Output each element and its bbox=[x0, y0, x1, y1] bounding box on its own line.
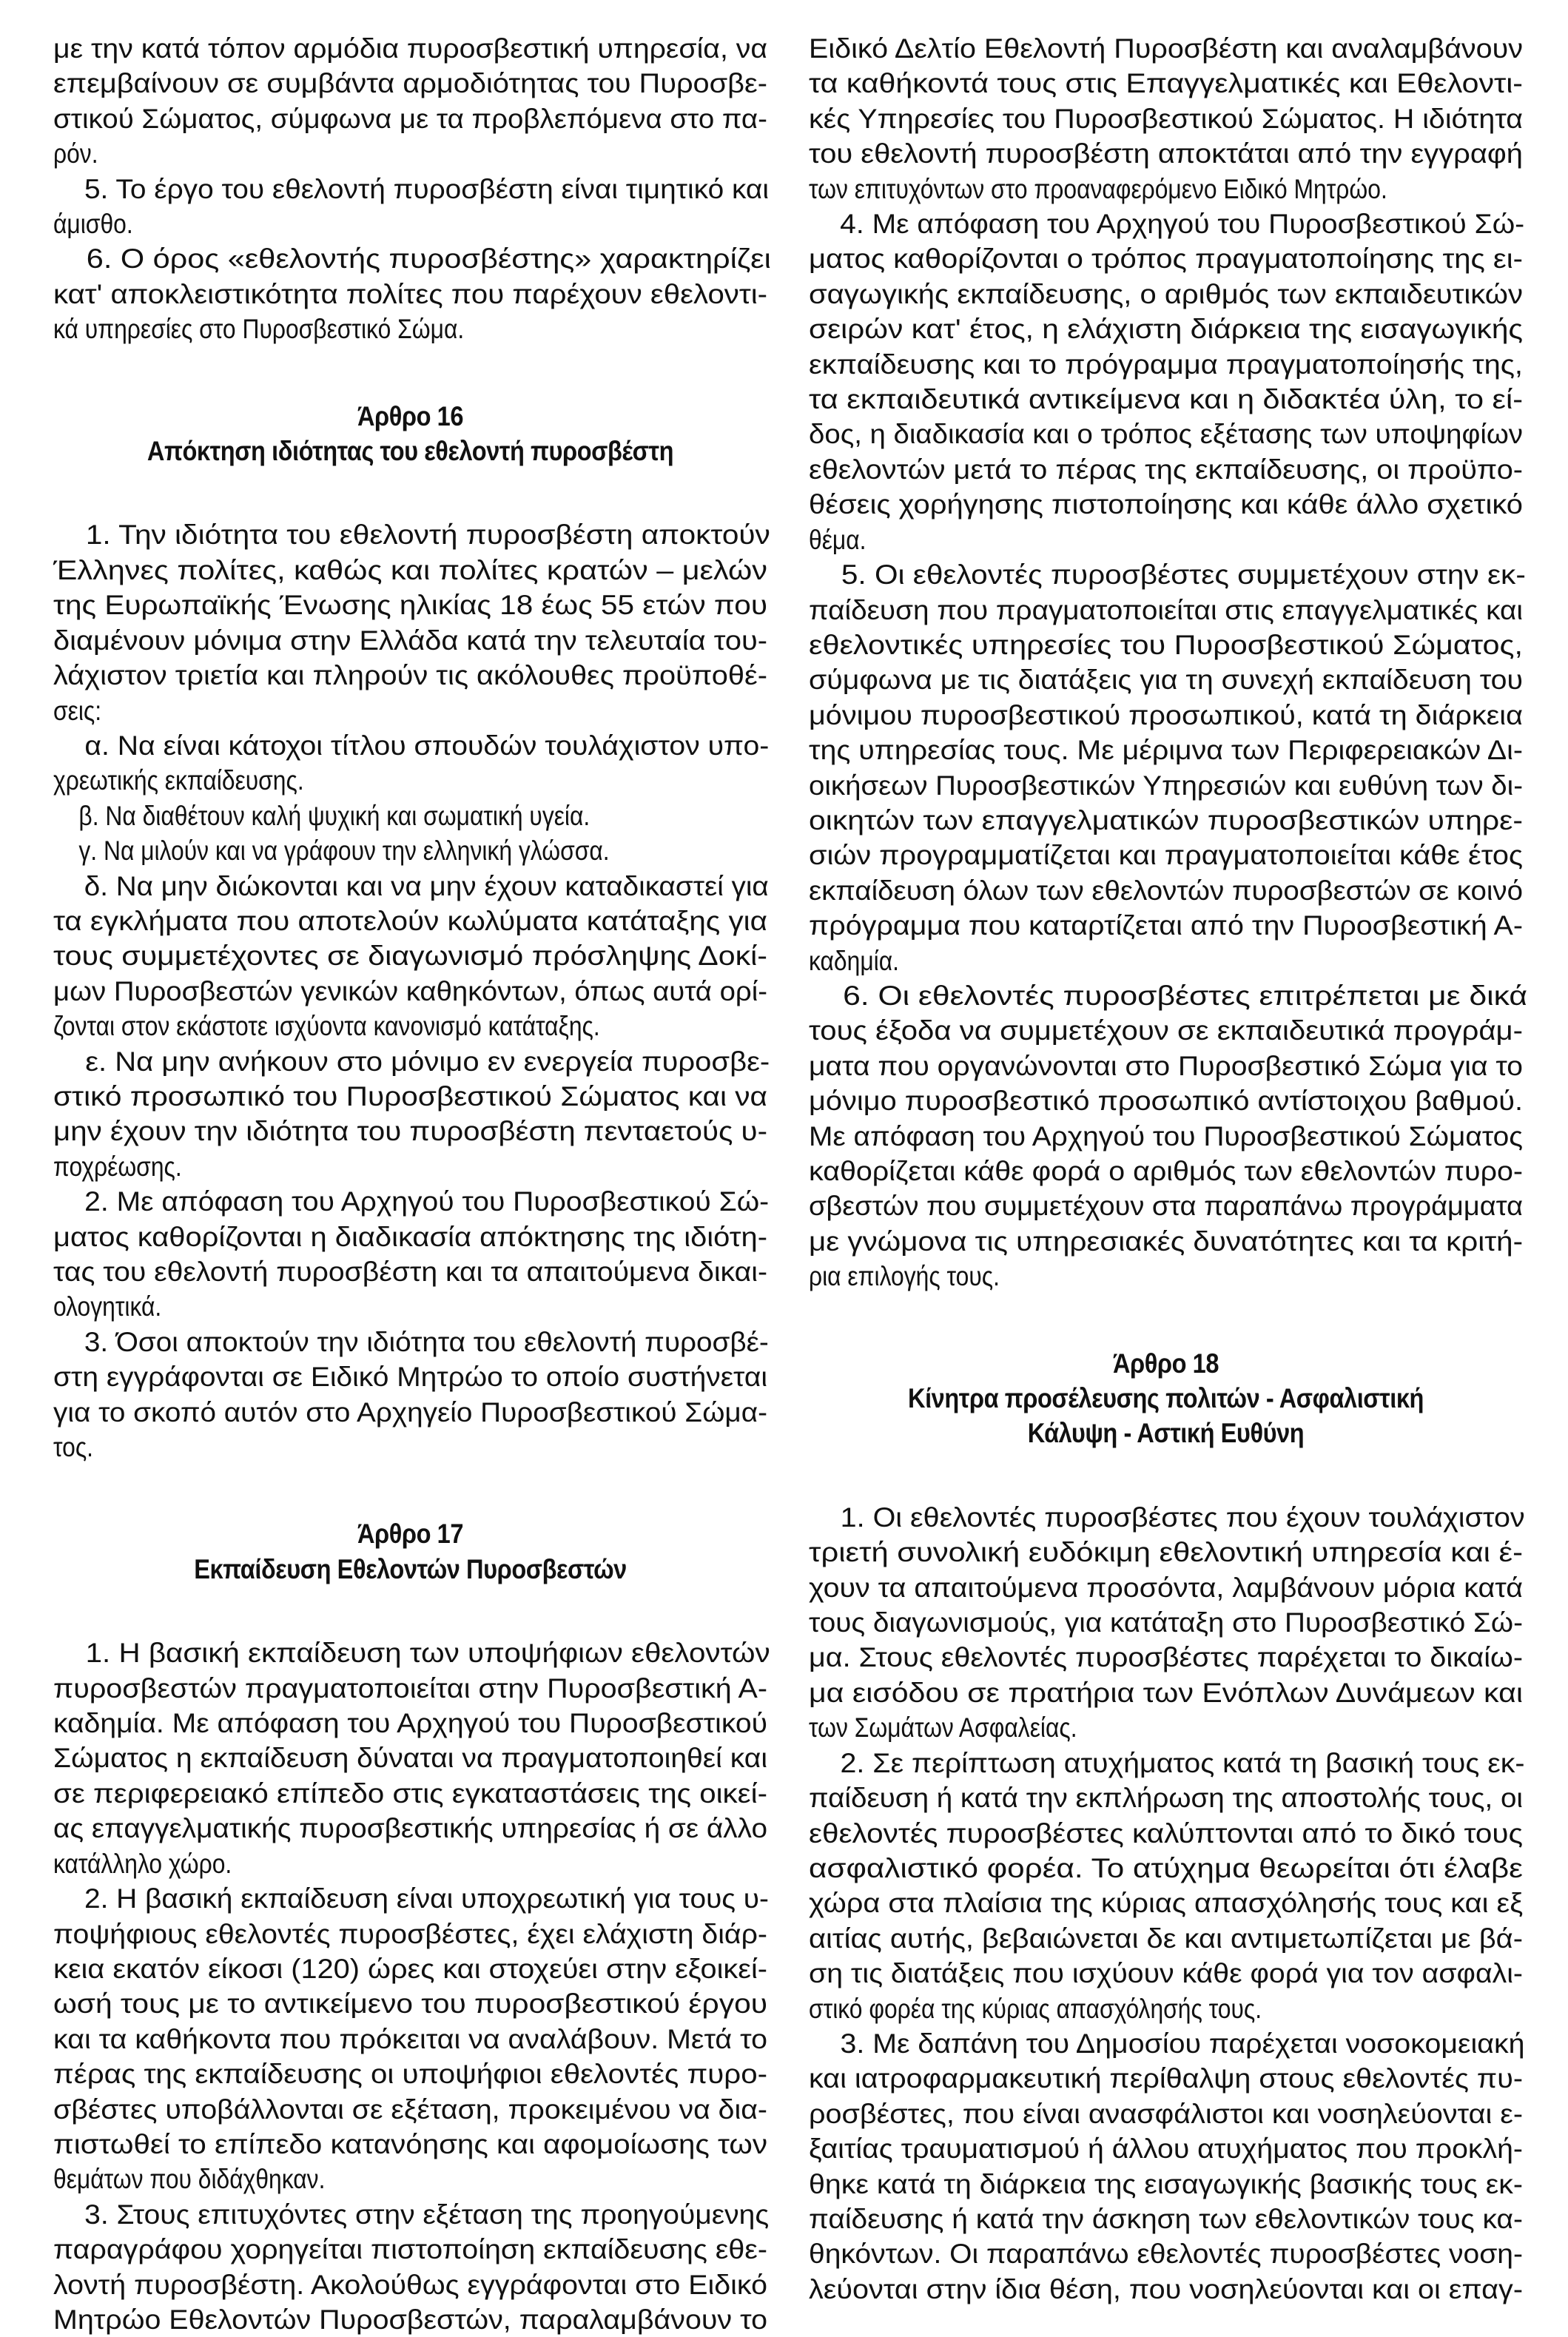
paragraph bbox=[809, 206, 1523, 557]
text-line: διαμένουν μόνιμα στην Ελλάδα κατά την τελευταία του- bbox=[53, 625, 767, 656]
paragraph bbox=[53, 1881, 767, 2197]
paragraph bbox=[809, 2026, 1523, 2307]
text-line: 6. Ο όρος «εθελοντής πυροσβέστης» χαρακτηρίζει bbox=[86, 243, 771, 275]
text-line: στικό φορέα της κύριας απασχόλησής τους. bbox=[809, 1993, 1262, 2024]
text-line: ματα που οργανώνονται στο Πυροσβεστικό Σώμα για το bbox=[809, 1050, 1523, 1081]
text-line: κά υπηρεσίες στο Πυροσβεστικό Σώμα. bbox=[53, 314, 465, 345]
text-line: 2. Με απόφαση του Αρχηγού του Πυροσβεστικού Σώ- bbox=[84, 1186, 770, 1217]
text-line: χρεωτικής εκπαίδευσης. bbox=[53, 765, 304, 796]
text-line: σε περιφερειακό επίπεδο στις εγκαταστάσεις της οικεί- bbox=[53, 1778, 767, 1809]
article-title: Εκπαίδευση Εθελοντών Πυροσβεστών bbox=[194, 1553, 627, 1584]
text-line: κατ' αποκλειστικότητα πολίτες που παρέχουν εθελοντι- bbox=[53, 278, 767, 309]
text-line: μα εισόδου σε πρατήρια των Ενόπλων Δυνάμεων και bbox=[809, 1677, 1523, 1708]
paragraph bbox=[809, 31, 1523, 206]
text-line: λάχιστον τριετία και πληρούν τις ακόλουθες προϋποθέ- bbox=[53, 660, 767, 691]
text-line: Έλληνες πολίτες, καθώς και πολίτες κρατών – μελών bbox=[53, 554, 767, 585]
text-line: και ιατροφαρμακευτική περίθαλψη στους εθελοντές πυ- bbox=[809, 2063, 1523, 2094]
text-line: σειρών κατ' έτος, η ελάχιστη διάρκεια της εισαγωγικής bbox=[809, 314, 1523, 345]
text-line: Μητρώο Εθελοντών Πυροσβεστών, παραλαμβάνουν το bbox=[53, 2304, 767, 2335]
text-line: πρόγραμμα που καταρτίζεται από την Πυροσβεστική Α- bbox=[809, 910, 1523, 941]
text-line: σβεστών που συμμετέχουν στα παραπάνω προγράμματα bbox=[809, 1191, 1523, 1222]
text-line: ας επαγγελματικής πυροσβεστικής υπηρεσίας ή σε άλλο bbox=[53, 1813, 767, 1844]
paragraph bbox=[53, 31, 767, 172]
text-line: τους έξοδα να συμμετέχουν σε εκπαιδευτικά προγράμ- bbox=[809, 1015, 1523, 1046]
article-number: Άρθρο 16 bbox=[357, 400, 464, 431]
text-line: καθορίζεται κάθε φορά ο αριθμός των εθελοντών πυρο- bbox=[809, 1156, 1523, 1186]
text-line: 3. Με δαπάνη του Δημοσίου παρέχεται νοσοκομειακή bbox=[840, 2028, 1525, 2059]
text-line: 1. Οι εθελοντές πυροσβέστες που έχουν τουλάχιστον bbox=[840, 1502, 1525, 1533]
text-line: τους συμμετέχοντες σε διαγωνισμό πρόσληψης Δοκί- bbox=[53, 941, 767, 972]
text-line: εκπαίδευσης και το πρόγραμμα πραγματοποίησής της, bbox=[809, 349, 1523, 380]
text-line: λοντή πυροσβέστη. Ακολούθως εγγράφονται στο Ειδικό bbox=[53, 2269, 767, 2300]
article-title: Απόκτηση ιδιότητας του εθελοντή πυροσβέστη bbox=[147, 436, 674, 467]
paragraph bbox=[809, 1746, 1523, 2026]
paragraph bbox=[809, 1500, 1523, 1746]
text-line: θέσεις χορήγησης πιστοποίησης και κάθε άλλο σχετικό bbox=[809, 489, 1523, 520]
text-line: των επιτυχόντων στο προαναφερόμενο Ειδικό Μητρώο. bbox=[809, 173, 1387, 204]
text-line: θηκε κατά τη διάρκεια της εισαγωγικής βασικής τους εκ- bbox=[809, 2168, 1523, 2199]
text-line: οικητών των επαγγελματικών πυροσβεστικών υπηρε- bbox=[809, 804, 1523, 835]
text-line: κές Υπηρεσίες του Πυροσβεστικού Σώματος. Η ιδιότητα bbox=[809, 103, 1523, 134]
paragraph bbox=[809, 978, 1528, 1294]
text-line: λεύονται στην ίδια θέση, που νοσηλεύονται και οι επαγ- bbox=[809, 2273, 1523, 2304]
text-line: γ. Να μιλούν και να γράφουν την ελληνική γλώσσα. bbox=[78, 835, 610, 867]
text-line: 1. Την ιδιότητα του εθελοντή πυροσβέστη αποκτούν bbox=[85, 519, 770, 551]
text-line: 6. Οι εθελοντές πυροσβέστες επιτρέπεται με δικά bbox=[843, 980, 1528, 1011]
article-number: Άρθρο 17 bbox=[357, 1519, 464, 1550]
text-line: Ειδικό Δελτίο Εθελοντή Πυροσβέστη και αναλαμβάνουν bbox=[809, 33, 1523, 64]
text-line: β. Να διαθέτουν καλή ψυχική και σωματική υγεία. bbox=[78, 800, 590, 831]
text-line: 1. Η βασική εκπαίδευση των υποψήφιων εθελοντών bbox=[85, 1638, 770, 1669]
right-column bbox=[809, 31, 1528, 2307]
text-line: πέρας της εκπαίδευσης οι υποψήφιοι εθελοντές πυρο- bbox=[53, 2059, 767, 2090]
text-line: εθελοντικές υπηρεσίες του Πυροσβεστικού Σώματος, bbox=[809, 629, 1523, 660]
paragraph bbox=[53, 1325, 767, 1465]
text-line: με την κατά τόπον αρμόδια πυροσβεστική υπηρεσία, να bbox=[53, 33, 767, 64]
text-line: 5. Το έργο του εθελοντή πυροσβέστη είναι τιμητικό και bbox=[84, 173, 769, 204]
text-line: με γνώμονα τις υπηρεσιακές δυνατότητες και τα κριτή- bbox=[809, 1225, 1523, 1257]
left-column bbox=[53, 31, 771, 2337]
paragraph bbox=[53, 1635, 770, 1881]
paragraph bbox=[53, 1184, 770, 1325]
text-line: θεμάτων που διδάχθηκαν. bbox=[53, 2164, 326, 2195]
text-line: θέμα. bbox=[809, 524, 867, 555]
text-line: στη εγγράφονται σε Ειδικό Μητρώο το οποίο συστήνεται bbox=[53, 1362, 767, 1393]
text-line: Σώματος η εκπαίδευση δύναται να πραγματοποιηθεί και bbox=[53, 1743, 767, 1774]
text-line: μην έχουν την ιδιότητα του πυροσβέστη πενταετούς υ- bbox=[53, 1116, 767, 1147]
paragraph bbox=[53, 517, 770, 727]
text-line: τριετή συνολική ευδόκιμη εθελοντική υπηρεσία και έ- bbox=[809, 1537, 1523, 1568]
text-line: Με απόφαση του Αρχηγού του Πυροσβεστικού Σώματος bbox=[809, 1120, 1523, 1151]
text-line: χώρα στα πλαίσια της κύριας απασχόλησής τους και εξ bbox=[809, 1888, 1523, 1919]
text-line: κεια εκατόν είκοσι (120) ώρες και στοχεύει στην εξοικεί- bbox=[53, 1953, 767, 1984]
article-heading bbox=[53, 347, 767, 518]
text-line: πυροσβεστών πραγματοποιείται στην Πυροσβεστική Α- bbox=[53, 1672, 767, 1704]
text-line: ε. Να μην ανήκουν στο μόνιμο εν ενεργεία πυροσβε- bbox=[85, 1046, 770, 1077]
text-line: παραγράφου χορηγείται πιστοποίηση εκπαίδευσης εθε- bbox=[53, 2234, 767, 2265]
article-title: Κίνητρα προσέλευσης πολιτών - Ασφαλιστική bbox=[907, 1383, 1424, 1414]
paragraph bbox=[53, 2197, 770, 2337]
text-line: τος. bbox=[53, 1432, 93, 1463]
text-line: εκπαίδευση όλων των εθελοντών πυροσβεστών σε κοινό bbox=[809, 875, 1523, 906]
article-heading bbox=[53, 1465, 767, 1635]
text-line: 4. Με απόφαση του Αρχηγού του Πυροσβεστικού Σώ- bbox=[840, 209, 1525, 240]
text-line: ωσή τους με το αντικείμενο του πυροσβεστικού έργου bbox=[53, 1988, 767, 2020]
text-line: του εθελοντή πυροσβέστη αποκτάται από την εγγραφή bbox=[809, 138, 1523, 169]
text-line: χουν τα απαιτούμενα προσόντα, λαμβάνουν μόρια κατά bbox=[809, 1572, 1523, 1603]
text-line: σβέστες υποβάλλονται σε εξέταση, προκειμένου να δια- bbox=[53, 2094, 767, 2125]
text-line: καδημία. Με απόφαση του Αρχηγού του Πυροσβεστικού bbox=[53, 1708, 767, 1739]
paragraph bbox=[53, 172, 767, 242]
text-line: σιών προγραμματίζεται και πραγματοποιείται κάθε έτος bbox=[809, 840, 1523, 871]
text-line: ποχρέωσης. bbox=[53, 1151, 182, 1182]
text-line: τας του εθελοντή πυροσβέστη και τα απαιτούμενα δικαι- bbox=[53, 1257, 767, 1287]
text-line: μόνιμο πυροσβεστικό προσωπικό αντίστοιχου βαθμού. bbox=[809, 1086, 1523, 1117]
text-line: 3. Όσοι αποκτούν την ιδιότητα του εθελοντή πυροσβέ- bbox=[84, 1326, 769, 1357]
text-line: α. Να είναι κάτοχοι τίτλου σπουδών τουλάχιστον υπο- bbox=[84, 730, 770, 761]
text-line: της Ευρωπαϊκής Ένωσης ηλικίας 18 έως 55 ετών που bbox=[53, 590, 767, 621]
text-line: και τα καθήκοντα που πρόκειται να αναλάβουν. Μετά το bbox=[53, 2023, 767, 2054]
text-line: των Σωμάτων Ασφαλείας. bbox=[809, 1712, 1077, 1743]
text-line: οικήσεων Πυροσβεστικών Υπηρεσιών και ευθύνη των δι- bbox=[809, 770, 1523, 801]
text-line: ροσβέστες, που είναι ανασφάλιστοι και νοσηλεύονται ε- bbox=[809, 2098, 1523, 2129]
text-line: καδημία. bbox=[809, 945, 899, 976]
text-line: δ. Να μην διώκονται και να μην έχουν καταδικαστεί για bbox=[84, 870, 769, 901]
text-line: στικού Σώματος, σύμφωνα με τα προβλεπόμενα στο πα- bbox=[53, 103, 767, 134]
paragraph bbox=[809, 557, 1526, 978]
text-line: ολογητικά. bbox=[53, 1291, 162, 1322]
text-line: για το σκοπό αυτόν στο Αρχηγείο Πυροσβεστικού Σώμα- bbox=[53, 1396, 767, 1428]
text-line: 5. Οι εθελοντές πυροσβέστες συμμετέχουν στην εκ- bbox=[841, 559, 1526, 591]
text-line: μόνιμου πυροσβεστικού προσωπικού, κατά τη διάρκεια bbox=[809, 699, 1523, 730]
text-line: 2. Σε περίπτωση ατυχήματος κατά τη βασική τους εκ- bbox=[840, 1747, 1525, 1778]
text-line: ποψήφιους εθελοντές πυροσβέστες, έχει ελάχιστη διάρ- bbox=[53, 1918, 767, 1949]
text-line: παίδευση ή κατά την εκπλήρωση της αποστολής τους, οι bbox=[809, 1783, 1523, 1814]
text-line: επεμβαίνουν σε συμβάντα αρμοδιότητας του Πυροσβε- bbox=[53, 68, 767, 99]
text-line: της υπηρεσίας τους. Με μέριμνα των Περιφερειακών Δι- bbox=[809, 735, 1523, 766]
text-line: κατάλληλο χώρο. bbox=[53, 1848, 232, 1879]
text-line: ματος καθορίζονται ο τρόπος πραγματοποίησης της ει- bbox=[809, 243, 1523, 275]
paragraph bbox=[53, 798, 767, 833]
text-line: εθελοντών μετά το πέρας της εκπαίδευσης, οι προϋπο- bbox=[809, 454, 1523, 485]
text-line: ζονται στον εκάστοτε ισχύοντα κανονισμό κατάταξης. bbox=[53, 1011, 600, 1042]
text-line: 3. Στους επιτυχόντες στην εξέταση της προηγούμενης bbox=[84, 2199, 770, 2230]
text-line: δος, η διαδικασία και ο τρόπος εξέτασης των υποψηφίων bbox=[809, 419, 1523, 450]
text-line: σεις: bbox=[53, 695, 102, 726]
text-line: παίδευση που πραγματοποιείται στις επαγγελματικές και bbox=[809, 594, 1523, 625]
text-line: τα καθήκοντά τους στις Επαγγελματικές και Εθελοντι- bbox=[809, 68, 1523, 99]
text-line: ασφαλιστικό φορέα. Το ατύχημα θεωρείται ότι έλαβε bbox=[809, 1852, 1523, 1883]
text-line: μα. Στους εθελοντές πυροσβέστες παρέχεται το δικαίω- bbox=[809, 1642, 1523, 1673]
text-line: 2. Η βασική εκπαίδευση είναι υποχρεωτική για τους υ- bbox=[84, 1883, 769, 1914]
text-line: τα εκπαιδευτικά αντικείμενα και η διδακτέα ύλη, το εί- bbox=[809, 384, 1523, 415]
text-line: θηκόντων. Οι παραπάνω εθελοντές πυροσβέστες νοση- bbox=[809, 2239, 1523, 2270]
text-line: εθελοντές πυροσβέστες καλύπτονται από το δικό τους bbox=[809, 1818, 1523, 1849]
text-line: ματος καθορίζονται η διαδικασία απόκτησης της ιδιότη- bbox=[53, 1221, 767, 1252]
text-line: σύμφωνα με τις διατάξεις για τη συνεχή εκπαίδευση του bbox=[809, 665, 1523, 696]
text-line: άμισθο. bbox=[53, 209, 133, 240]
text-line: παίδευσης ή κατά την άσκηση των εθελοντικών τους κα- bbox=[809, 2203, 1523, 2234]
article-number: Άρθρο 18 bbox=[1112, 1348, 1219, 1379]
text-line: σαγωγικής εκπαίδευσης, ο αριθμός των εκπαιδευτικών bbox=[809, 278, 1523, 309]
paragraph bbox=[53, 833, 767, 868]
paragraph bbox=[53, 869, 767, 1044]
text-line: ρόν. bbox=[53, 138, 98, 169]
text-line: στικό προσωπικό του Πυροσβεστικού Σώματος και να bbox=[53, 1080, 767, 1112]
article-title: Κάλυψη - Αστική Ευθύνη bbox=[1027, 1418, 1305, 1449]
text-line: τα εγκλήματα που αποτελούν κωλύματα κατάταξης για bbox=[53, 905, 767, 936]
text-line: ξαιτίας τραυματισμού ή άλλου ατυχήματος που προκλή- bbox=[809, 2133, 1523, 2165]
text-line: τους διαγωνισμούς, για κατάταξη στο Πυροσβεστικό Σώ- bbox=[809, 1607, 1523, 1638]
text-line: αιτίας αυτής, βεβαιώνεται δε και αντιμετωπίζεται με βά- bbox=[809, 1923, 1523, 1954]
text-line: ση τις διατάξεις που ισχύουν κάθε φορά για τον ασφαλι- bbox=[809, 1958, 1523, 1989]
paragraph bbox=[53, 728, 770, 798]
paragraph bbox=[53, 1044, 770, 1185]
text-line: μων Πυροσβεστών γενικών καθηκόντων, όπως αυτά ορί- bbox=[53, 975, 767, 1006]
text-line: πιστωθεί το επίπεδο κατανόησης και αφομοίωσης των bbox=[53, 2128, 767, 2159]
paragraph bbox=[53, 241, 771, 346]
text-line: ρια επιλογής τους. bbox=[809, 1261, 1000, 1292]
article-heading bbox=[809, 1294, 1523, 1500]
